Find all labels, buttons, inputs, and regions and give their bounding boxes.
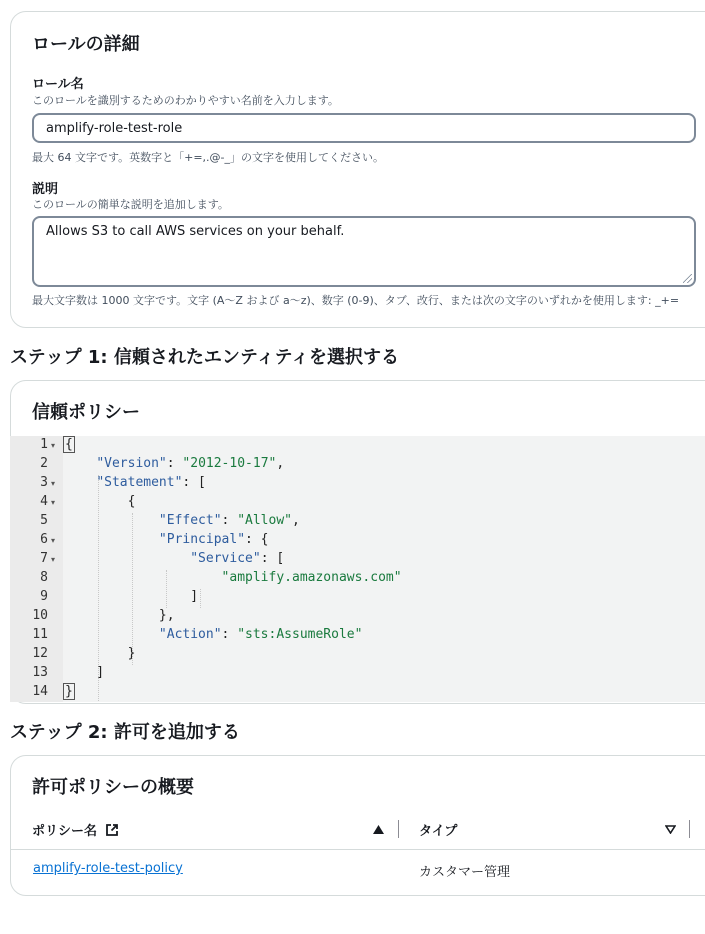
code-line: "Service": [ xyxy=(190,551,285,566)
role-name-description: このロールを識別するためのわかりやすい名前を入力します。 xyxy=(32,94,339,107)
step2-title: ステップ 2: 許可を追加する xyxy=(10,722,240,743)
sort-ascending-icon[interactable] xyxy=(373,825,384,834)
description-constraint: 最大文字数は 1000 文字です。文字 (A〜Z および a〜z)、数字 (0-9)、タブ、改行、または次の文字のいずれかを使用します: _+= xyxy=(32,294,680,307)
role-name-constraint: 最大 64 文字です。英数字と「+=,.@-_」の文字を使用してください。 xyxy=(32,151,385,164)
code-line: }, xyxy=(65,608,175,623)
code-line: "Statement": [ xyxy=(96,475,206,490)
code-line: ] xyxy=(65,665,105,680)
code-line: "amplify.amazonaws.com" xyxy=(221,570,402,585)
code-line: } xyxy=(65,646,136,661)
code-line: { xyxy=(65,437,73,452)
policy-type-cell: カスタマー管理 xyxy=(419,865,511,880)
line-number: 13 xyxy=(32,665,48,680)
role-name-value: amplify-role-test-role xyxy=(46,120,183,136)
column-header-type[interactable]: タイプ xyxy=(419,824,458,839)
fold-arrow-icon[interactable]: ▾ xyxy=(51,498,56,507)
indent-guide xyxy=(200,589,201,608)
line-number: 12 xyxy=(32,646,48,661)
column-divider[interactable] xyxy=(689,820,690,838)
line-number: 8 xyxy=(40,570,48,585)
line-number: 14 xyxy=(32,684,48,699)
code-line: "Action": "sts:AssumeRole" xyxy=(158,627,363,642)
role-details-title: ロールの詳細 xyxy=(32,34,140,55)
code-line: "Principal": { xyxy=(158,532,269,547)
code-line: "Version": "2012-10-17", xyxy=(96,456,285,471)
fold-arrow-icon[interactable]: ▾ xyxy=(51,441,56,450)
table-header-divider xyxy=(11,849,705,850)
line-number: 4 xyxy=(40,494,48,509)
line-number: 3 xyxy=(40,475,48,490)
description-description: このロールの簡単な説明を追加します。 xyxy=(32,198,229,211)
line-number: 9 xyxy=(40,589,48,604)
code-line: { xyxy=(65,494,136,509)
role-name-label: ロール名 xyxy=(32,77,84,92)
line-number: 1 xyxy=(40,437,48,452)
sort-descending-icon[interactable] xyxy=(665,825,676,834)
description-value: Allows S3 to call AWS services on your behalf. xyxy=(46,224,345,239)
line-number: 11 xyxy=(32,627,48,642)
description-label: 説明 xyxy=(32,182,59,197)
line-number: 5 xyxy=(40,513,48,528)
code-line: } xyxy=(65,684,73,699)
resize-handle-icon[interactable] xyxy=(683,274,692,283)
step1-title: ステップ 1: 信頼されたエンティティを選択する xyxy=(10,347,400,368)
trust-policy-editor[interactable] xyxy=(10,436,705,702)
role-details-card xyxy=(10,11,705,328)
fold-arrow-icon[interactable]: ▾ xyxy=(51,555,56,564)
fold-arrow-icon[interactable]: ▾ xyxy=(51,536,56,545)
line-number: 6 xyxy=(40,532,48,547)
code-line: ] xyxy=(65,589,199,604)
policy-link[interactable]: amplify-role-test-policy xyxy=(33,861,183,876)
line-number: 10 xyxy=(32,608,48,623)
description-textarea[interactable] xyxy=(32,216,696,287)
code-line: "Effect": "Allow", xyxy=(158,513,300,528)
line-number: 2 xyxy=(40,456,48,471)
column-header-policy-name[interactable]: ポリシー名 xyxy=(32,820,119,839)
column-divider[interactable] xyxy=(398,820,399,838)
role-name-input[interactable] xyxy=(32,113,696,143)
permissions-summary-title: 許可ポリシーの概要 xyxy=(32,777,194,798)
line-number: 7 xyxy=(40,551,48,566)
fold-arrow-icon[interactable]: ▾ xyxy=(51,479,56,488)
trust-policy-title: 信頼ポリシー xyxy=(32,402,140,423)
external-link-icon xyxy=(105,823,119,837)
